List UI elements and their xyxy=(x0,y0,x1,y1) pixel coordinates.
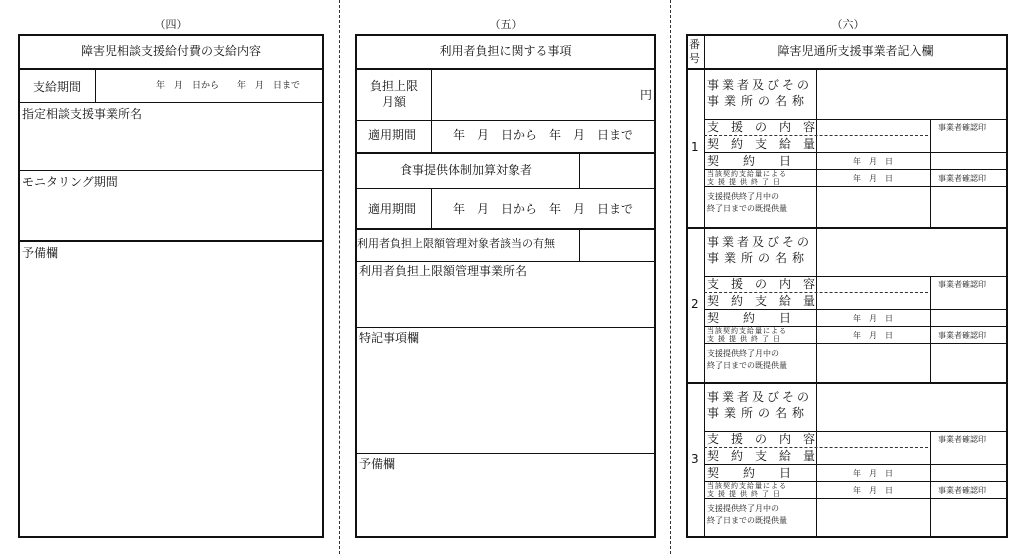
support-content-label: 支 援 の 内 容 xyxy=(707,432,816,446)
provider-name-label: 事業者及びその xyxy=(707,235,813,249)
special-notes-label: 特記事項欄 xyxy=(359,331,420,345)
past-provision-label-1: 支援提供終了月中の xyxy=(707,192,779,201)
confirm-stamp-label: 事業者確認印 xyxy=(938,123,986,132)
reserve-label-five: 予備欄 xyxy=(359,457,396,471)
end-date-label-2: 支援提供終了日 xyxy=(707,335,784,343)
end-date-label-1: 当該契約支給量による xyxy=(707,327,787,335)
period-value[interactable]: 年 月 日から 年 月 日まで xyxy=(156,81,301,91)
end-date-label-2: 支援提供終了日 xyxy=(707,490,784,498)
section-six-number: （六） xyxy=(831,18,865,31)
contract-amount-label: 契 約 支 給 量 xyxy=(707,137,816,151)
end-date-label-1: 当該契約支給量による xyxy=(707,170,787,178)
contract-date-label: 契 約 日 xyxy=(707,311,792,325)
past-provision-label-1: 支援提供終了月中の xyxy=(707,349,779,358)
provider-name-label-2: 事業所の名称 xyxy=(707,251,810,265)
limit-mgmt-label: 利用者負担上限額管理対象者該当の有無 xyxy=(357,237,555,250)
provider-name-label-2: 事業所の名称 xyxy=(707,94,810,108)
block-number: 3 xyxy=(691,452,699,466)
confirm-stamp-label-2: 事業者確認印 xyxy=(938,174,986,183)
applied-period2-label: 適用期間 xyxy=(368,202,417,216)
contract-date-value[interactable]: 年 月 日 xyxy=(853,314,893,323)
contract-date-value[interactable]: 年 月 日 xyxy=(853,469,893,478)
monitoring-period-label: モニタリング期間 xyxy=(22,175,118,189)
section-four-title: 障害児相談支援給付費の支給内容 xyxy=(80,44,261,58)
block-number: 2 xyxy=(691,297,699,311)
applied-period-label: 適用期間 xyxy=(368,128,417,142)
contract-date-label: 契 約 日 xyxy=(707,466,792,480)
block-number: 1 xyxy=(691,140,699,154)
contract-amount-label: 契 約 支 給 量 xyxy=(707,294,816,308)
yen-unit: 円 xyxy=(640,88,653,102)
section-five-table xyxy=(355,34,656,538)
section-five-title: 利用者負担に関する事項 xyxy=(439,44,572,58)
limit-label-1: 負担上限 xyxy=(369,79,418,93)
applied-period2-value[interactable]: 年 月 日から 年 月 日まで xyxy=(453,202,634,216)
provider-name-label-2: 事業所の名称 xyxy=(707,406,810,420)
support-content-label: 支 援 の 内 容 xyxy=(707,277,816,291)
section-six-title: 障害児通所支援事業者記入欄 xyxy=(777,44,934,58)
meal-provision-label: 食事提供体制加算対象者 xyxy=(400,163,533,177)
applied-period-value[interactable]: 年 月 日から 年 月 日まで xyxy=(453,128,634,142)
contract-amount-label: 契 約 支 給 量 xyxy=(707,449,816,463)
confirm-stamp-label: 事業者確認印 xyxy=(938,435,986,444)
end-date-value[interactable]: 年 月 日 xyxy=(853,331,893,340)
num-header: 番号 xyxy=(689,38,700,65)
confirm-stamp-label-2: 事業者確認印 xyxy=(938,486,986,495)
past-provision-label-2: 終了日までの既提供量 xyxy=(707,516,787,525)
provider-name-label: 事業者及びその xyxy=(707,78,813,92)
contract-date-value[interactable]: 年 月 日 xyxy=(853,157,893,166)
reserve-label-four: 予備欄 xyxy=(22,246,59,260)
period-label: 支給期間 xyxy=(33,80,82,94)
end-date-value[interactable]: 年 月 日 xyxy=(853,486,893,495)
past-provision-label-2: 終了日までの既提供量 xyxy=(707,204,787,213)
past-provision-label-1: 支援提供終了月中の xyxy=(707,504,779,513)
past-provision-label-2: 終了日までの既提供量 xyxy=(707,361,787,370)
section-separator-2 xyxy=(670,0,671,554)
confirm-stamp-label: 事業者確認印 xyxy=(938,280,986,289)
end-date-label-2: 支援提供終了日 xyxy=(707,178,784,186)
section-five-number: （五） xyxy=(489,18,523,31)
section-four-number: （四） xyxy=(154,18,188,31)
limit-mgmt-office-label: 利用者負担上限額管理事業所名 xyxy=(359,264,528,278)
limit-label-2: 月額 xyxy=(381,95,406,109)
support-content-label: 支 援 の 内 容 xyxy=(707,120,816,134)
section-separator-1 xyxy=(339,0,340,554)
designated-office-label: 指定相談支援事業所名 xyxy=(22,107,143,121)
confirm-stamp-label-2: 事業者確認印 xyxy=(938,331,986,340)
contract-date-label: 契 約 日 xyxy=(707,154,792,168)
end-date-label-1: 当該契約支給量による xyxy=(707,482,787,490)
end-date-value[interactable]: 年 月 日 xyxy=(853,174,893,183)
provider-name-label: 事業者及びその xyxy=(707,390,813,404)
